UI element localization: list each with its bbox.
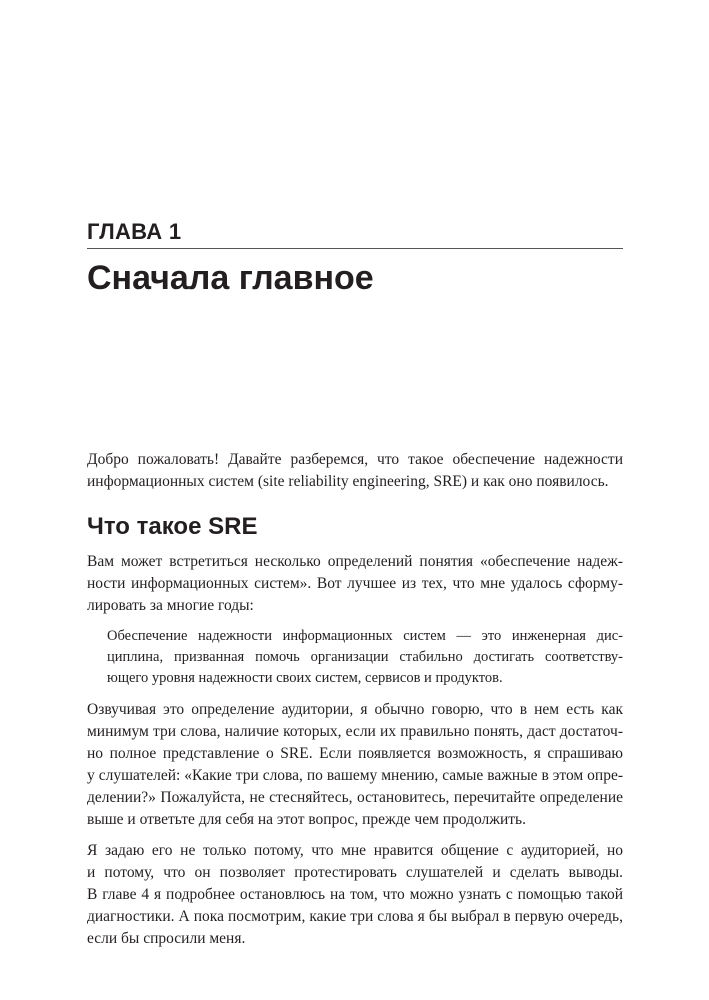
text-line: выше и ответьте для себя на этот вопрос, прежде чем продолжить.	[87, 811, 526, 828]
chapter-title: Сначала главное	[87, 259, 374, 297]
text-line: делении?» Пожалуйста, не стесняйтесь, остановитесь, перечитайте определение	[87, 789, 623, 806]
text-line: информационных систем (site reliability engineering, SRE) и как оно появилось.	[87, 473, 609, 490]
section-heading: Что такое SRE	[87, 513, 258, 540]
paragraph-1	[87, 551, 623, 617]
text-line: и потому, что он позволяет протестировать слушателей и сделать выводы.	[87, 864, 623, 881]
text-line: если бы спросили меня.	[87, 930, 246, 947]
paragraph-2	[87, 699, 623, 831]
text-line: циплина, призванная помочь организации стабильно достигать соответству-	[107, 649, 623, 665]
text-line: В главе 4 я подробнее остановлюсь на том, что можно узнать с помощью такой	[87, 886, 623, 903]
chapter-divider	[87, 248, 623, 249]
chapter-label: ГЛАВА 1	[87, 219, 182, 244]
text-line: Добро пожаловать! Давайте разберемся, что такое обеспечение надежности	[87, 451, 623, 468]
text-line: минимум три слова, наличие которых, если их правильно понять, даст достаточ-	[87, 723, 623, 740]
text-line: у слушателей: «Какие три слова, по вашему мнению, самые важные в этом опре-	[87, 767, 623, 784]
book-page	[87, 218, 623, 959]
definition-quote	[107, 626, 623, 689]
text-line: Обеспечение надежности информационных систем — это инженерная дис-	[107, 628, 623, 644]
text-line: но полное представление о SRE. Если появляется возможность, я спрашиваю	[87, 745, 623, 762]
text-line: диагностики. А пока посмотрим, какие три слова я бы выбрал в первую очередь,	[87, 908, 623, 925]
text-line: Вам может встретиться несколько определений понятия «обеспечение надеж-	[87, 553, 623, 570]
text-line: Я задаю его не только потому, что мне нравится общение с аудиторией, но	[87, 842, 623, 859]
intro-paragraph	[87, 449, 623, 493]
text-line: лировать за многие годы:	[87, 597, 254, 614]
text-line: ности информационных систем». Вот лучшее из тех, что мне удалось сформу-	[87, 575, 623, 592]
text-line: ющего уровня надежности своих систем, сервисов и продуктов.	[107, 670, 503, 686]
text-line: Озвучивая это определение аудитории, я обычно говорю, что в нем есть как	[87, 701, 623, 718]
paragraph-3	[87, 840, 623, 950]
